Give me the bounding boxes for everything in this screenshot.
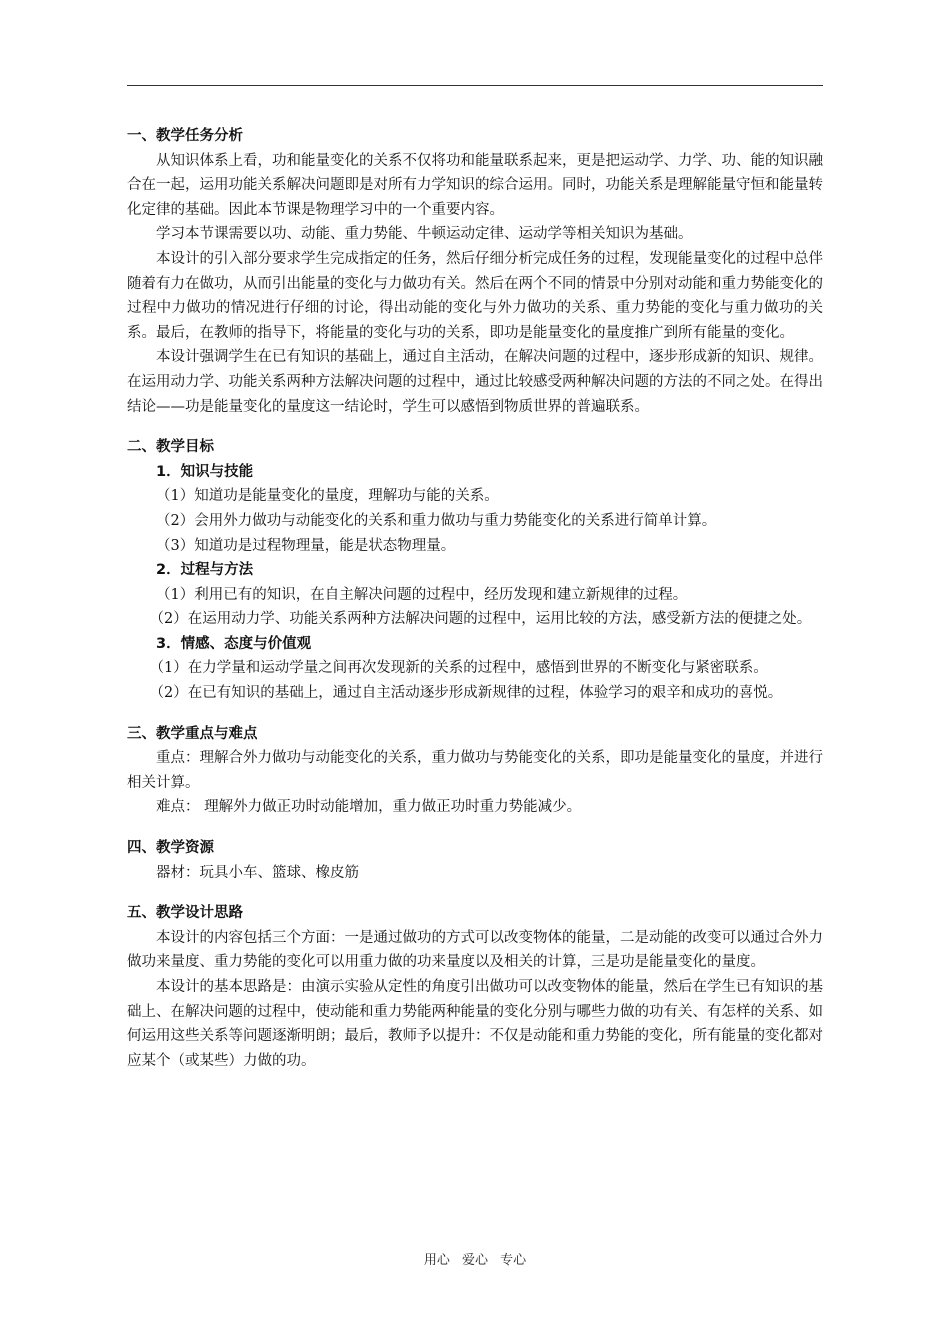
header-rule <box>127 85 823 86</box>
paragraph: 难点： 理解外力做正功时动能增加，重力做正功时重力势能减少。 <box>156 799 582 816</box>
list-item: （2）在已有知识的基础上，通过自主活动逐步形成新规律的过程，体验学习的艰辛和成功的喜悦。 <box>149 685 783 702</box>
list-item: （1）利用已有的知识，在自主解决问题的过程中，经历发现和建立新规律的过程。 <box>156 586 688 603</box>
list-item: （3）知道功是过程物理量，能是状态物理量。 <box>156 537 456 554</box>
paragraph: 本设计的引入部分要求学生完成指定的任务，然后仔细分析完成任务的过程，发现能量变化的过程中总伴随着有力在做功，从而引出能量的变化与力做功有关。然后在两个不同的情景中分别对动能和重力势能变化的过程中力做功的情况进行仔细的讨论，得出动能的变化与外力做功的关系、重力势能的变化与重力做功的关系。最后，在教师的指导下，将能量的变化与功的关系，即功是能量变化的量度推广到所有能量的变化。 <box>127 250 823 341</box>
list-item: （2）会用外力做功与动能变化的关系和重力做功与重力势能变化的关系进行简单计算。 <box>156 512 717 529</box>
subheading-attitude-values: 3．情感、态度与价值观 <box>156 635 312 652</box>
document-body <box>127 124 823 1073</box>
section-heading-design-ideas: 五、教学设计思路 <box>127 905 243 922</box>
page-footer: 用心 爱心 专心 <box>423 1253 527 1268</box>
paragraph: 本设计的内容包括三个方面：一是通过做功的方式可以改变物体的能量，二是动能的改变可以通过合外力做功来量度、重力势能的变化可以用重力做的功来量度以及相关的计算，三是功是能量变化的量度。 <box>127 929 823 971</box>
paragraph: 重点：理解合外力做功与动能变化的关系，重力做功与势能变化的关系，即功是能量变化的量度，并进行相关计算。 <box>127 750 823 791</box>
paragraph: 学习本节课需要以功、动能、重力势能、牛顿运动定律、运动学等相关知识为基础。 <box>156 226 693 243</box>
subheading-knowledge-skills: 1．知识与技能 <box>156 463 254 480</box>
section-heading-resources: 四、教学资源 <box>127 840 214 857</box>
section-heading-task-analysis: 一、教学任务分析 <box>127 128 243 144</box>
list-item: （1）在力学量和运动学量之间再次发现新的关系的过程中，感悟到世界的不断变化与紧密联系。 <box>149 660 768 677</box>
section-heading-key-points: 三、教学重点与难点 <box>127 725 258 742</box>
subheading-process-method: 2．过程与方法 <box>156 562 254 579</box>
paragraph: 从知识体系上看，功和能量变化的关系不仅将功和能量联系起来，更是把运动学、力学、功、能的知识融合在一起，运用功能关系解决问题即是对所有力学知识的综合运用。同时，功能关系是理解能量守恒和能量转化定律的基础。因此本节课是物理学习中的一个重要内容。 <box>127 152 823 218</box>
paragraph: 本设计强调学生在已有知识的基础上，通过自主活动，在解决问题的过程中，逐步形成新的知识、规律。在运用动力学、功能关系两种方法解决问题的过程中，通过比较感受两种解决问题的方法的不同之处。在得出结论——功是能量变化的量度这一结论时，学生可以感悟到物质世界的普遍联系。 <box>127 349 823 415</box>
section-heading-objectives: 二、教学目标 <box>127 439 214 456</box>
paragraph: 本设计的基本思路是：由演示实验从定性的角度引出做功可以改变物体的能量，然后在学生已有知识的基础上、在解决问题的过程中，使动能和重力势能两种能量的变化分别与哪些力做的功有关、有怎样的关系、如何运用这些关系等问题逐渐明朗；最后，教师予以提升：不仅是动能和重力势能的变化，所有能量的变化都对应某个（或某些）力做的功。 <box>127 979 823 1069</box>
paragraph: 器材：玩具小车、篮球、橡皮筋 <box>156 864 359 881</box>
list-item: （2）在运用动力学、功能关系两种方法解决问题的过程中，运用比较的方法，感受新方法的便捷之处。 <box>149 611 812 628</box>
list-item: （1）知道功是能量变化的量度，理解功与能的关系。 <box>156 488 499 505</box>
